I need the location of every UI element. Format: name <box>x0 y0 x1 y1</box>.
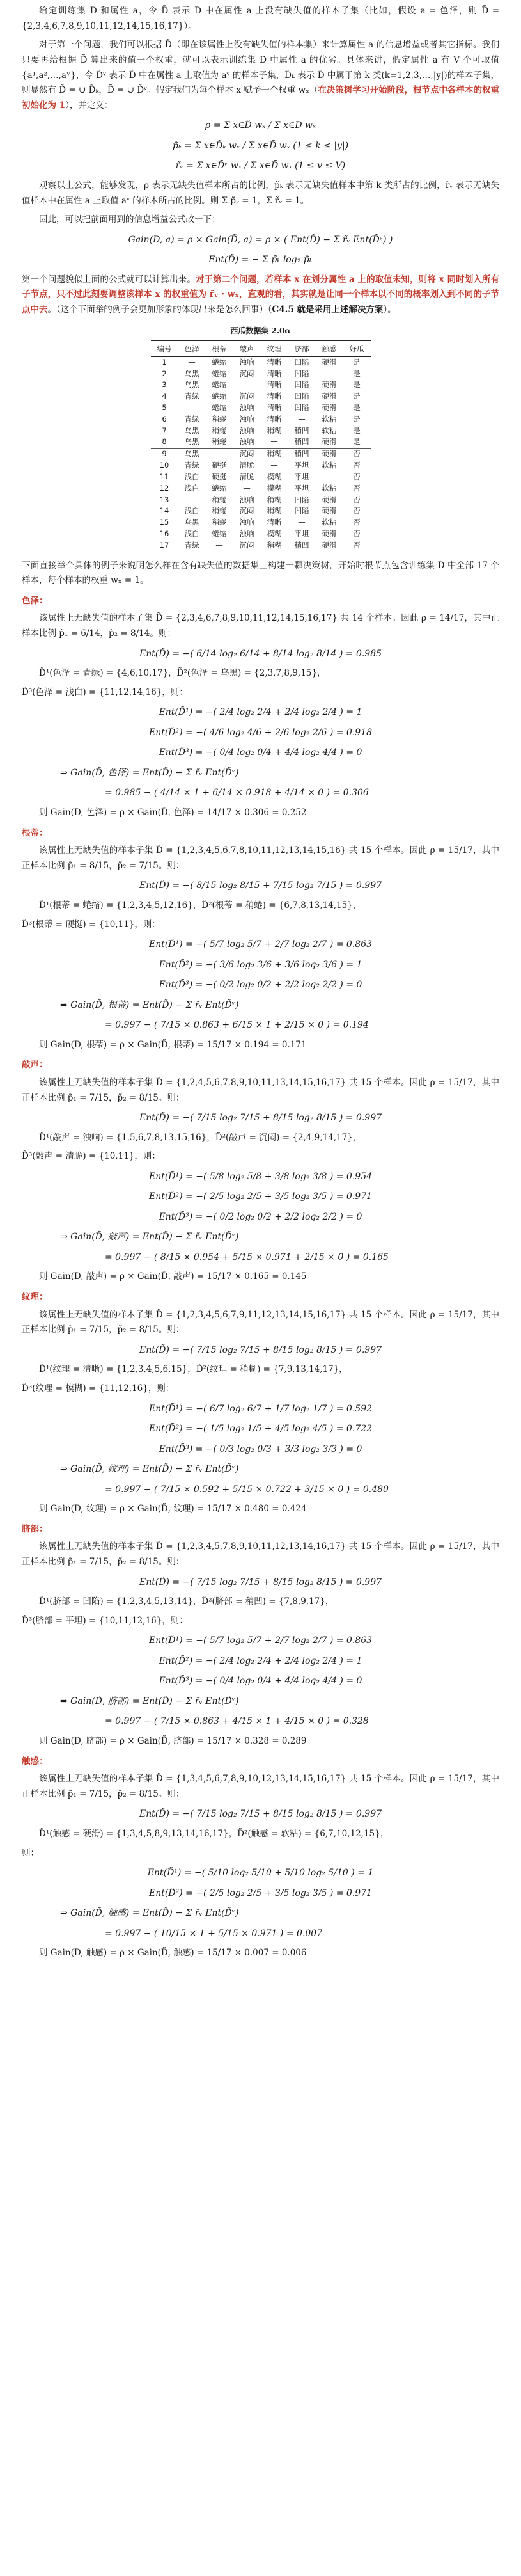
intro-text-b: ），并定义： <box>65 100 113 111</box>
table-cell: 稍凹 <box>294 437 309 447</box>
section-title: 敲声： <box>22 1060 48 1070</box>
table-cell: 凹陷 <box>294 392 309 401</box>
section-gain: ⇒ Gain(D̃, 敲声) = Ent(D̃) − Σ r̃ᵥ Ent(D̃ᵛ) <box>60 1232 239 1243</box>
table-cell: 是 <box>353 392 361 401</box>
table-cell: 稍蜷 <box>212 506 227 516</box>
table-cell: 平坦 <box>294 461 309 470</box>
table-cell: 硬滑 <box>322 357 337 367</box>
table-cell: 浊响 <box>239 414 254 424</box>
subset-entropy: Ent(D̃³) = −( 0/2 log₂ 0/2 + 2/2 log₂ 2/2 ) = 0 <box>159 980 362 990</box>
table-cell: — <box>206 449 233 460</box>
table-row <box>151 483 371 495</box>
table-cell: 蜷缩 <box>212 392 227 401</box>
attribute-sections <box>22 594 499 1961</box>
section-intro: 该属性上无缺失值的样本子集 D̃ = {2,3,4,6,7,8,9,10,11,12,14,15,16,17} 共 14 个样本。因此 ρ = 14/17，其中正样本比例 p̃₁ = 6/14，p̃₂ = 8/14。则： <box>22 613 499 639</box>
table-cell: 沉闷 <box>239 506 254 516</box>
table-cell: 否 <box>343 540 371 552</box>
table-cell: 清晰 <box>267 518 282 527</box>
table-cell: 4 <box>162 392 167 401</box>
section-subsets-cont: D̃³(脐部 = 平坦) = {10,11,12,16}，则： <box>22 1615 188 1626</box>
solution-text-b: 。（这个下面举的例子会更加形象的体现出来是怎么回事）（ <box>47 305 272 315</box>
subset-entropy: Ent(D̃²) = −( 1/5 log₂ 1/5 + 4/5 log₂ 4/5 ) = 0.722 <box>148 1424 373 1435</box>
table-caption: 西瓜数据集 2.0α <box>230 326 291 335</box>
table-row <box>151 460 371 472</box>
table-cell: 硬滑 <box>316 540 343 552</box>
table-cell: 平坦 <box>294 529 309 538</box>
table-cell: 凹陷 <box>294 357 309 367</box>
table-cell: 沉闷 <box>233 449 261 460</box>
table-cell: 蜷缩 <box>212 380 227 390</box>
table-cell: — <box>270 461 278 470</box>
table-cell: 稍蜷 <box>212 425 227 435</box>
table-cell: 硬滑 <box>322 392 337 401</box>
table-cell: 稍糊 <box>261 449 288 460</box>
intro-paragraph-2 <box>22 38 499 113</box>
table-cell: 凹陷 <box>294 403 309 412</box>
subset-entropy: Ent(D̃²) = −( 2/5 log₂ 2/5 + 3/5 log₂ 3/5 ) = 0.971 <box>148 1888 373 1898</box>
table-cell: 17 <box>151 540 178 552</box>
table-cell: 凹陷 <box>294 495 309 504</box>
table-cell: 3 <box>162 380 167 390</box>
table-cell: 凹陷 <box>294 380 309 390</box>
table-cell: 稍糊 <box>267 495 282 504</box>
table-cell: 是 <box>353 369 361 378</box>
table-row <box>151 369 371 380</box>
table-cell: 硬挺 <box>212 472 227 481</box>
section-final-gain: 则 Gain(D, 敲声) = ρ × Gain(D̃, 敲声) = 15/17 × 0.165 = 0.145 <box>39 1271 307 1282</box>
section-entropy: Ent(D̃) = −( 7/15 log₂ 7/15 + 8/15 log₂ 8/15 ) = 0.997 <box>139 1344 382 1355</box>
pk-definition: p̃ₖ = Σ x∈D̃ₖ wₓ / Σ x∈D̃ wₓ (1 ≤ k ≤ |y|) <box>172 140 349 151</box>
section-final-gain: 则 Gain(D, 触感) = ρ × Gain(D̃, 触感) = 15/17 × 0.007 = 0.006 <box>39 1948 307 1959</box>
table-cell: 清晰 <box>267 380 282 390</box>
table-cell: 是 <box>353 380 361 390</box>
table-cell: 沉闷 <box>239 392 254 401</box>
section-final-gain: 则 Gain(D, 根蒂) = ρ × Gain(D̃, 根蒂) = 15/17 × 0.194 = 0.171 <box>39 1039 307 1050</box>
table-cell: 浊响 <box>239 529 254 538</box>
table-cell: 浊响 <box>239 518 254 527</box>
table-row <box>151 391 371 402</box>
table-row <box>151 436 371 448</box>
table-header-cell: 根蒂 <box>206 340 233 356</box>
table-cell: 硬挺 <box>212 461 227 470</box>
solution-text-a: 第一个问题貌似上面的公式就可以计算出来。 <box>22 274 196 285</box>
section-subsets-cont: D̃³(纹理 = 模糊) = {11,12,16}，则： <box>22 1383 175 1394</box>
section-subsets-cont: D̃³(根蒂 = 硬挺) = {10,11}，则： <box>22 919 160 930</box>
section-gain: ⇒ Gain(D̃, 纹理) = Ent(D̃) − Σ r̃ᵥ Ent(D̃ᵛ) <box>60 1464 239 1475</box>
section-intro: 该属性上无缺失值的样本子集 D̃ = {1,2,4,5,6,7,8,9,10,11,13,14,15,16,17} 共 15 个样本。因此 ρ = 15/17，其中正样本比例 p̃₁ = 7/15，p̃₂ = 8/15。则： <box>22 1077 499 1103</box>
section-entropy: Ent(D̃) = −( 7/15 log₂ 7/15 + 8/15 log₂ 8/15 ) = 0.997 <box>139 1113 382 1124</box>
section-intro: 该属性上无缺失值的样本子集 D̃ = {1,3,4,5,6,7,8,9,10,12,13,14,15,16,17} 共 15 个样本。因此 ρ = 15/17，其中正样本比例 p̃₁ = 7/15，p̃₂ = 8/15。则： <box>22 1774 499 1799</box>
table-cell: — <box>188 403 196 412</box>
table-cell: 9 <box>151 449 178 460</box>
section-subsets: D̃¹(脐部 = 凹陷) = {1,2,3,4,5,13,14}，D̃²(脐部 = 稍凹) = {7,8,9,17}， <box>39 1596 334 1607</box>
table-cell: 清脆 <box>239 461 254 470</box>
table-cell: 否 <box>353 495 361 504</box>
subset-entropy: Ent(D̃³) = −( 0/4 log₂ 0/4 + 4/4 log₂ 4/4 ) = 0 <box>159 1676 362 1687</box>
subset-entropy: Ent(D̃¹) = −( 5/8 log₂ 5/8 + 3/8 log₂ 3/8 ) = 0.954 <box>148 1171 373 1182</box>
rv-definition: r̃ᵥ = Σ x∈D̃ᵛ wₓ / Σ x∈D̃ wₓ (1 ≤ v ≤ V) <box>175 161 346 171</box>
example-paragraph: 下面直接举个具体的例子来说明怎么样在含有缺失值的数据集上构建一颗决策树，开始时根节点包含训练集 D 中全部 17 个样本，每个样本的权重 wₓ = 1。 <box>22 560 499 586</box>
table-cell: 12 <box>159 483 169 493</box>
table-cell: — <box>298 518 306 527</box>
section-entropy: Ent(D̃) = −( 7/15 log₂ 7/15 + 8/15 log₂ 8/15 ) = 0.997 <box>139 1577 382 1587</box>
table-cell: 模糊 <box>267 483 282 493</box>
table-header-cell: 编号 <box>151 340 178 356</box>
table-row <box>151 449 371 460</box>
table-header-cell: 好瓜 <box>343 340 371 356</box>
section-subsets: D̃¹(色泽 = 青绿) = {4,6,10,17}，D̃²(色泽 = 乌黑) = {2,3,7,8,9,15}， <box>39 668 326 679</box>
table-cell: 浅白 <box>184 483 199 493</box>
subset-entropy: Ent(D̃²) = −( 3/6 log₂ 3/6 + 3/6 log₂ 3/6 ) = 1 <box>159 959 362 970</box>
section-title: 纹理： <box>22 1292 48 1303</box>
table-cell: 稍蜷 <box>212 495 227 504</box>
section-gain: ⇒ Gain(D̃, 色泽) = Ent(D̃) − Σ r̃ᵥ Ent(D̃ᵛ) <box>60 767 239 778</box>
section-subsets: D̃¹(根蒂 = 蜷缩) = {1,2,3,4,5,12,16}，D̃²(根蒂 = 稍蜷) = {6,7,8,13,14,15}， <box>39 900 362 910</box>
section-gain-value: = 0.985 − ( 4/14 × 1 + 6/14 × 0.918 + 4/14 × 0 ) = 0.306 <box>105 788 369 799</box>
table-cell: 否 <box>343 449 371 460</box>
table-cell: 稍蜷 <box>212 437 227 447</box>
table-cell: 是 <box>353 414 361 424</box>
table-cell: 清晰 <box>267 357 282 367</box>
table-cell: 平坦 <box>294 472 309 481</box>
table-cell: 浊响 <box>239 403 254 412</box>
table-cell: — <box>325 369 333 378</box>
table-cell: 稍凹 <box>294 425 309 435</box>
section-subsets-cont: D̃³(色泽 = 浅白) = {11,12,14,16}，则： <box>22 687 188 697</box>
table-row <box>151 517 371 529</box>
table-header-cell: 脐部 <box>288 340 316 356</box>
table-cell: 硬滑 <box>316 449 343 460</box>
table-cell: 清晰 <box>267 392 282 401</box>
table-cell: 浅白 <box>184 529 199 538</box>
table-cell: 乌黑 <box>184 437 199 447</box>
table-cell: 2 <box>162 369 167 378</box>
section-intro: 该属性上无缺失值的样本子集 D̃ = {1,2,3,4,5,6,7,8,10,11,12,13,14,15,16} 共 15 个样本。因此 ρ = 15/17，其中正样本比例 p̃₁ = 8/15，p̃₂ = 7/15。则： <box>22 845 499 871</box>
gain-formula: Gain(D, a) = ρ × Gain(D̃, a) = ρ × ( Ent(D̃) − Σ r̃ᵥ Ent(D̃ᵛ) ) <box>128 234 393 245</box>
solution-bold: C4.5 就是采用上述解决方案 <box>272 305 384 315</box>
table-cell: — <box>243 483 251 493</box>
table-cell: 凹陷 <box>294 506 309 516</box>
table-cell: 浅白 <box>184 506 199 516</box>
table-cell: 硬滑 <box>322 437 337 447</box>
table-cell: 乌黑 <box>184 380 199 390</box>
table-cell: 稍糊 <box>267 506 282 516</box>
section-gain: ⇒ Gain(D̃, 脐部) = Ent(D̃) − Σ r̃ᵥ Ent(D̃ᵛ) <box>60 1696 239 1706</box>
intro-paragraph-1: 给定训练集 D 和属性 a，令 D̃ 表示 D 中在属性 a 上没有缺失值的样本子集（比如，假设 a = 色泽，则 D̃ = {2,3,4,6,7,8,9,10,11,12,14,15,16,17}）。 <box>22 6 499 31</box>
table-cell: 沉闷 <box>233 540 261 552</box>
table-cell: 浊响 <box>239 437 254 447</box>
table-cell: 凹陷 <box>294 369 309 378</box>
table-cell: 稍蜷 <box>212 414 227 424</box>
table-header-cell: 色泽 <box>178 340 206 356</box>
table-row <box>151 425 371 437</box>
subset-entropy: Ent(D̃³) = −( 0/4 log₂ 0/4 + 4/4 log₂ 4/4 ) = 0 <box>159 747 362 758</box>
table-cell: 是 <box>353 403 361 412</box>
entropy-formula: Ent(D̃) = − Σ p̃ₖ log₂ p̃ₖ <box>208 255 313 266</box>
table-cell: 否 <box>353 461 361 470</box>
solution-highlight: 对于第二个问题，若样本 x 在划分属性 a 上的取值未知，则将 x 同时划入所有子节点，只不过此刻要调整该样本 x 的权重值为 r̃ᵥ · wₓ，直观的看，其实就是让同一个样本以不同的概率划入到不同的子节点中去 <box>22 274 500 315</box>
section-gain-value: = 0.997 − ( 10/15 × 1 + 5/15 × 0.971 ) = 0.007 <box>105 1928 323 1939</box>
table-cell: 模糊 <box>267 529 282 538</box>
table-cell: 软粘 <box>322 518 337 527</box>
table-cell: 10 <box>159 461 169 470</box>
table-row <box>151 414 371 425</box>
table-row <box>151 529 371 540</box>
section-entropy: Ent(D̃) = −( 6/14 log₂ 6/14 + 8/14 log₂ 8/14 ) = 0.985 <box>139 648 382 659</box>
section-subsets-cont: 则： <box>22 1847 39 1858</box>
table-cell: 稍蜷 <box>212 518 227 527</box>
section-entropy: Ent(D̃) = −( 7/15 log₂ 7/15 + 8/15 log₂ 8/15 ) = 0.997 <box>139 1809 382 1820</box>
table-cell: 浊响 <box>239 495 254 504</box>
table-cell: 否 <box>353 506 361 516</box>
table-cell: — <box>298 414 306 424</box>
table-cell: — <box>206 540 233 552</box>
table-cell: 15 <box>159 518 169 527</box>
table-cell: 青绿 <box>184 414 199 424</box>
section-subsets: D̃¹(触感 = 硬滑) = {1,3,4,5,8,9,13,14,16,17}，D̃²(触感 = 软粘) = {6,7,10,12,15}， <box>39 1828 389 1839</box>
subset-entropy: Ent(D̃¹) = −( 2/4 log₂ 2/4 + 2/4 log₂ 2/4 ) = 1 <box>159 707 362 718</box>
table-cell: 乌黑 <box>184 425 199 435</box>
subset-entropy: Ent(D̃³) = −( 0/3 log₂ 0/3 + 3/3 log₂ 3/3 ) = 0 <box>159 1443 362 1454</box>
solution-text-c: ）。 <box>383 305 396 315</box>
solution-paragraph <box>22 273 499 318</box>
table-cell: 清脆 <box>239 472 254 481</box>
intro-highlight: 在决策树学习开始阶段，根节点中各样本的权重初始化为 1 <box>22 85 499 111</box>
table-row <box>151 379 371 391</box>
table-cell: 模糊 <box>267 472 282 481</box>
table-cell: 青绿 <box>178 540 206 552</box>
table-cell: 稍糊 <box>267 425 282 435</box>
table-row <box>151 402 371 414</box>
table-cell: 浅白 <box>184 472 199 481</box>
table-cell: 1 <box>162 357 167 367</box>
table-cell: 浊响 <box>239 357 254 367</box>
table-cell: 是 <box>353 357 361 367</box>
table-cell: 蜷缩 <box>212 403 227 412</box>
table-header-cell: 触感 <box>316 340 343 356</box>
subset-entropy: Ent(D̃³) = −( 0/2 log₂ 0/2 + 2/2 log₂ 2/2 ) = 0 <box>159 1211 362 1222</box>
table-row <box>151 356 371 368</box>
section-gain: ⇒ Gain(D̃, 根蒂) = Ent(D̃) − Σ r̃ᵥ Ent(D̃ᵛ) <box>60 999 239 1010</box>
table-cell: 软粘 <box>322 461 337 470</box>
table-cell: 蜷缩 <box>212 529 227 538</box>
table-cell: 平坦 <box>294 483 309 493</box>
subset-entropy: Ent(D̃¹) = −( 5/7 log₂ 5/7 + 2/7 log₂ 2/7 ) = 0.863 <box>148 1635 373 1646</box>
subset-entropy: Ent(D̃¹) = −( 6/7 log₂ 6/7 + 1/7 log₂ 1/7 ) = 0.592 <box>148 1403 373 1414</box>
table-cell: 软粘 <box>322 483 337 493</box>
table-cell: 乌黑 <box>184 518 199 527</box>
table-cell: 软粘 <box>322 414 337 424</box>
table-cell: — <box>270 437 278 447</box>
section-gain: ⇒ Gain(D̃, 触感) = Ent(D̃) − Σ r̃ᵥ Ent(D̃ᵛ) <box>60 1908 239 1919</box>
table-cell: — <box>325 472 333 481</box>
subset-entropy: Ent(D̃²) = −( 2/5 log₂ 2/5 + 3/5 log₂ 3/5 ) = 0.971 <box>148 1191 373 1202</box>
table-cell: 5 <box>162 403 167 412</box>
subset-entropy: Ent(D̃¹) = −( 5/10 log₂ 5/10 + 5/10 log₂ 5/10 ) = 1 <box>147 1868 374 1879</box>
formula-intro: 因此，可以把前面用到的信息增益公式改一下： <box>39 214 221 225</box>
table-cell: 浊响 <box>239 425 254 435</box>
rho-definition: ρ = Σ x∈D̃ wₓ / Σ x∈D wₓ <box>205 120 316 131</box>
table-cell: 否 <box>353 483 361 493</box>
table-cell: 硬滑 <box>322 380 337 390</box>
subset-entropy: Ent(D̃¹) = −( 5/7 log₂ 5/7 + 2/7 log₂ 2/7 ) = 0.863 <box>148 939 373 950</box>
table-cell: 硬滑 <box>322 495 337 504</box>
watermelon-table <box>151 340 371 552</box>
table-cell: 蜷缩 <box>212 483 227 493</box>
table-cell: 乌黑 <box>178 449 206 460</box>
table-cell: 13 <box>159 495 169 504</box>
subset-entropy: Ent(D̃²) = −( 4/6 log₂ 4/6 + 2/6 log₂ 2/6 ) = 0.918 <box>148 727 373 738</box>
section-entropy: Ent(D̃) = −( 8/15 log₂ 8/15 + 7/15 log₂ 7/15 ) = 0.997 <box>139 880 382 891</box>
table-cell: 8 <box>162 437 167 447</box>
table-cell: — <box>243 380 251 390</box>
table-header-cell: 敲声 <box>233 340 261 356</box>
section-gain-value: = 0.997 − ( 7/15 × 0.863 + 6/15 × 1 + 2/15 × 0 ) = 0.194 <box>105 1020 369 1031</box>
table-cell: 清晰 <box>267 414 282 424</box>
table-header-cell: 纹理 <box>261 340 288 356</box>
table-cell: 蜷缩 <box>212 357 227 367</box>
table-cell: 6 <box>162 414 167 424</box>
table-cell: 稍凹 <box>288 449 316 460</box>
observation-paragraph: 观察以上公式，能够发现，ρ 表示无缺失值样本所占的比例，p̃ₖ 表示无缺失值样本中第 k 类所占的比例，r̃ᵥ 表示无缺失值样本中在属性 a 上取值 aᵛ 的样本所占的比例。则 Σ p̃ₖ = 1，Σ r̃ᵥ = 1。 <box>22 180 499 206</box>
subset-entropy: Ent(D̃²) = −( 2/4 log₂ 2/4 + 2/4 log₂ 2/4 ) = 1 <box>159 1655 362 1666</box>
intro-text-a: 对于第一个问题，我们可以根据 D̃（即在该属性上没有缺失值的样本集）来计算属性 a 的信息增益或者其它指标。我们只要再给根据 D̃ 算出来的值一个权重，就可以表示训练集 D 中属性 a 的优劣。具体来讲，假定属性 a 有 V 个可取值{a¹,a²,…,aⱽ}，令 D̃ᵛ 表示 D̃ 中在属性 a 上取值为 aᵛ 的样本子集，D̃ₖ 表示 D̃ 中属于第 k 类(k=1,2,3,…,|y|)的样本子集，则显然有 D̃ = ∪ D̃ₖ，D̃ = ∪ D̃ᵛ。假定我们为每个样本 x 赋予一个权重 wₓ（ <box>22 40 499 96</box>
section-final-gain: 则 Gain(D, 脐部) = ρ × Gain(D̃, 脐部) = 15/17 × 0.328 = 0.289 <box>39 1735 307 1746</box>
table-cell: 否 <box>353 518 361 527</box>
table-cell: 蜷缩 <box>212 369 227 378</box>
table-cell: 稍糊 <box>261 540 288 552</box>
table-cell: 11 <box>159 472 169 481</box>
section-subsets: D̃¹(敲声 = 浊响) = {1,5,6,7,8,13,15,16}，D̃²(敲声 = 沉闷) = {2,4,9,14,17}， <box>39 1132 362 1143</box>
section-final-gain: 则 Gain(D, 纹理) = ρ × Gain(D̃, 纹理) = 15/17 × 0.480 = 0.424 <box>39 1504 307 1515</box>
table-cell: 16 <box>159 529 169 538</box>
section-subsets-cont: D̃³(敲声 = 清脆) = {10,11}，则： <box>22 1151 160 1162</box>
table-cell: 否 <box>353 529 361 538</box>
section-title: 根蒂： <box>22 827 48 838</box>
table-cell: 硬滑 <box>322 403 337 412</box>
table-cell: 7 <box>162 425 167 435</box>
section-gain-value: = 0.997 − ( 7/15 × 0.592 + 5/15 × 0.722 + 3/15 × 0 ) = 0.480 <box>105 1484 389 1495</box>
table-cell: 否 <box>353 472 361 481</box>
table-cell: 清晰 <box>267 403 282 412</box>
table-cell: 清晰 <box>267 369 282 378</box>
table-cell: 14 <box>159 506 169 516</box>
section-title: 触感： <box>22 1756 48 1767</box>
table-row <box>151 495 371 506</box>
table-body <box>151 356 371 552</box>
table-cell: — <box>188 357 196 367</box>
table-cell: 硬滑 <box>322 506 337 516</box>
section-gain-value: = 0.997 − ( 8/15 × 0.954 + 5/15 × 0.971 + 2/15 × 0 ) = 0.165 <box>105 1252 389 1262</box>
table-row <box>151 540 371 552</box>
section-subsets: D̃¹(纹理 = 清晰) = {1,2,3,4,5,6,15}，D̃²(纹理 = 稍糊) = {7,9,13,14,17}， <box>39 1364 348 1375</box>
section-gain-value: = 0.997 − ( 7/15 × 0.863 + 4/15 × 1 + 4/15 × 0 ) = 0.328 <box>105 1716 369 1727</box>
table-cell: 乌黑 <box>184 369 199 378</box>
table-header-row <box>151 340 371 356</box>
section-intro: 该属性上无缺失值的样本子集 D̃ = {1,2,3,4,5,6,7,9,11,12,13,14,15,16,17} 共 15 个样本。因此 ρ = 15/17，其中正样本比例 p̃₁ = 7/15，p̃₂ = 8/15。则： <box>22 1309 499 1335</box>
section-final-gain: 则 Gain(D, 色泽) = ρ × Gain(D̃, 色泽) = 14/17 × 0.306 = 0.252 <box>39 807 307 818</box>
table-cell: 青绿 <box>184 392 199 401</box>
table-cell: 沉闷 <box>239 369 254 378</box>
section-title: 脐部： <box>22 1523 48 1534</box>
table-cell: — <box>188 495 196 504</box>
table-cell: 硬滑 <box>322 529 337 538</box>
table-cell: 是 <box>353 425 361 435</box>
section-title: 色泽： <box>22 595 48 606</box>
table-cell: 是 <box>353 437 361 447</box>
table-cell: 稍凹 <box>288 540 316 552</box>
table-cell: 青绿 <box>184 461 199 470</box>
table-row <box>151 505 371 517</box>
table-row <box>151 472 371 483</box>
section-intro: 该属性上无缺失值的样本子集 D̃ = {1,2,3,4,5,7,8,9,10,11,12,13,14,16,17} 共 15 个样本。因此 ρ = 15/17，其中正样本比例 p̃₁ = 7/15，p̃₂ = 8/15。则： <box>22 1541 499 1568</box>
table-cell: 软粘 <box>322 425 337 435</box>
